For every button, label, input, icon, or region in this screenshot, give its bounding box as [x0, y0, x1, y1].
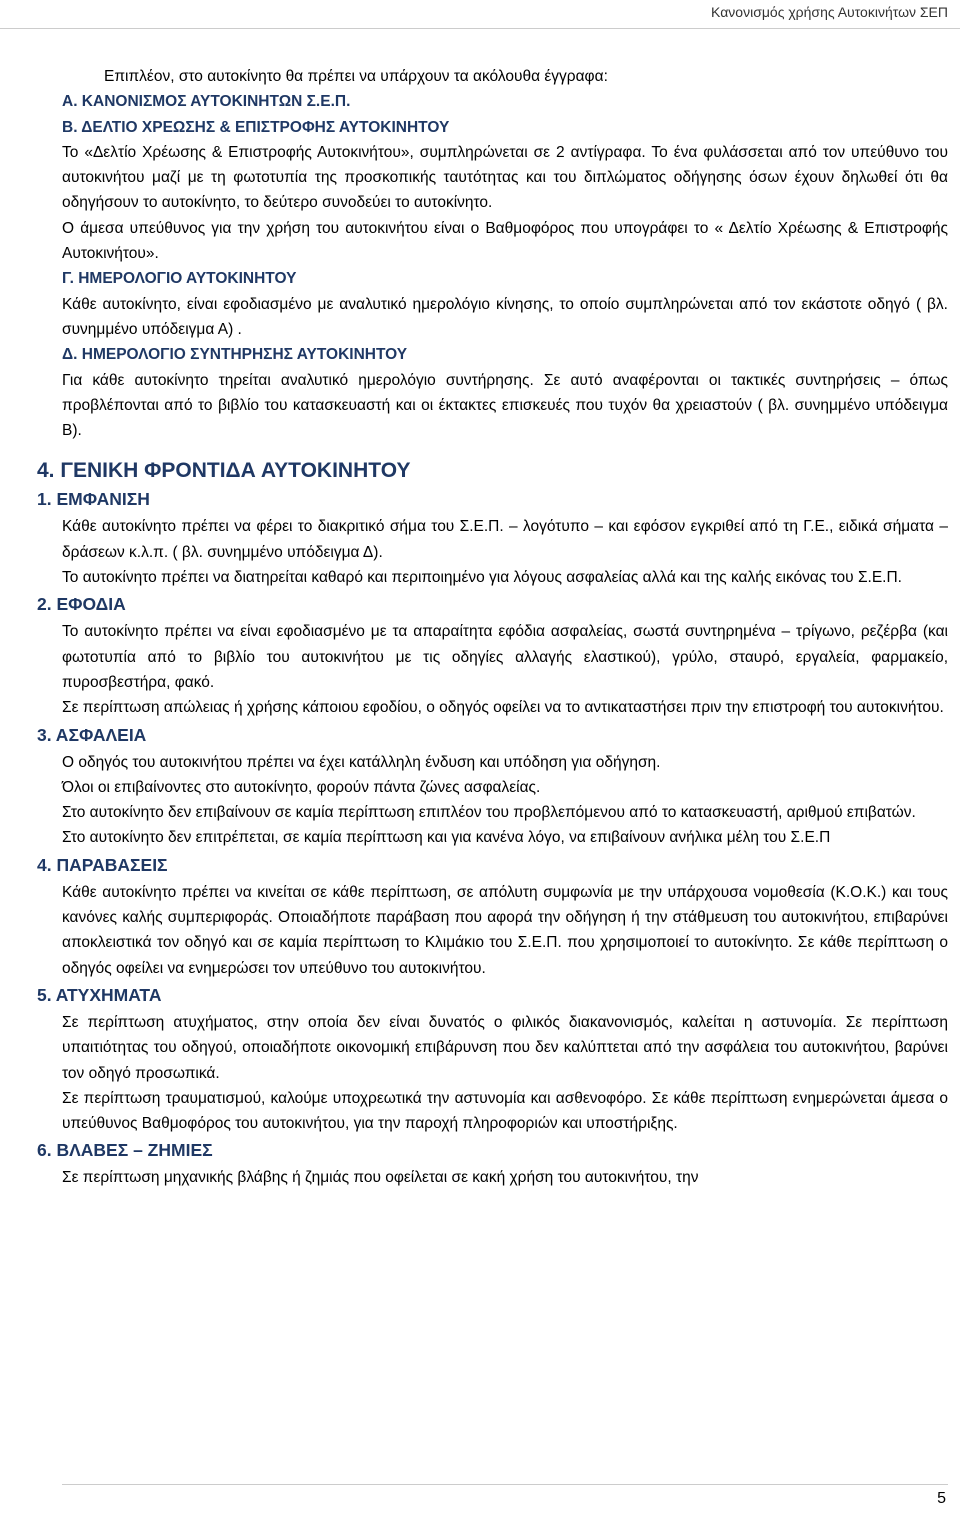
subsection-1-heading: 1. ΕΜΦΑΝΙΣΗ [37, 489, 150, 510]
subsection-1-paragraph-1: Κάθε αυτοκίνητο πρέπει να φέρει το διακριτικό σήμα του Σ.Ε.Π. – λογότυπο – και εφόσον εγκριθεί από τη Γ.Ε., ειδικά σήματα – δράσεων κ.λ.π. ( βλ. συνημμένο υπόδειγμα Δ). [62, 518, 948, 561]
subsection-3-paragraph-2: Όλοι οι επιβαίνοντες στο αυτοκίνητο, φορούν πάντα ζώνες ασφαλείας. [62, 778, 541, 796]
subsection-3-paragraph-1: Ο οδηγός του αυτοκινήτου πρέπει να έχει κατάλληλη ένδυση και υπόδηση για οδήγηση. [62, 753, 661, 771]
heading-b-charge-return-slip: Β. ΔΕΛΤΙΟ ΧΡΕΩΣΗΣ & ΕΠΙΣΤΡΟΦΗΣ ΑΥΤΟΚΙΝΗΤΟΥ [62, 118, 450, 136]
subsection-1-paragraph-2: Το αυτοκίνητο πρέπει να διατηρείται καθαρό και περιποιημένο για λόγους ασφαλείας αλλά και της καλής εικόνας του Σ.Ε.Π. [62, 569, 902, 587]
page-number: 5 [937, 1490, 946, 1507]
paragraph-g-1: Κάθε αυτοκίνητο, είναι εφοδιασμένο με αναλυτικό ημερολόγιο κίνησης, το οποίο συμπληρώνεται από τον εκάστοτε οδηγό ( βλ. συνημμένο υπόδειγμα Α) . [62, 295, 948, 338]
heading-d-maintenance-log: Δ. ΗΜΕΡΟΛΟΓΙΟ ΣΥΝΤΗΡΗΣΗΣ ΑΥΤΟΚΙΝΗΤΟΥ [62, 346, 408, 364]
subsection-2-paragraph-1: Το αυτοκίνητο πρέπει να είναι εφοδιασμένο με τα απαραίτητα εφόδια ασφαλείας, σωστά συντηρημένα – τρίγωνο, ρεζέρβα (και φωτοτυπία από το βιβλίο του αυτοκινήτου με τις οδηγίες αλλαγής ελαστικού), γρύλο, σταυρό, εργαλεία, φαρμακείο, πυροσβεστήρα, φακό. [62, 623, 948, 691]
subsection-5-heading: 5. ΑΤΥΧΗΜΑΤΑ [37, 984, 162, 1005]
subsection-5-paragraph-2: Σε περίπτωση τραυματισμού, καλούμε υποχρεωτικά την αστυνομία και ασθενοφόρο. Σε κάθε περίπτωση ενημερώνεται άμεσα ο υπεύθυνος Βαθμοφόρος του αυτοκινήτου, για την παροχή πληροφοριών και υποστήριξης. [62, 1089, 948, 1133]
subsection-3-paragraph-4: Στο αυτοκίνητο δεν επιτρέπεται, σε καμία περίπτωση και για κανένα λόγο, να επιβαίνουν ανήλικα μέλη του Σ.Ε.Π [62, 829, 831, 847]
paragraph-b-1: Το «Δελτίο Χρέωσης & Επιστροφής Αυτοκινήτου», συμπληρώνεται σε 2 αντίγραφα. Το ένα φυλάσσεται από τον υπεύθυνο του αυτοκινήτου μαζί με τη φωτοτυπία της προσκοπικής ταυτότητας και του διπλώματος οδήγησης όσων έχουν δηλωθεί ότι θα οδηγήσουν το αυτοκίνητο, το δεύτερο συνοδεύει το αυτοκίνητο. [62, 143, 948, 212]
subsection-6-paragraph-1: Σε περίπτωση μηχανικής βλάβης ή ζημιάς που οφείλεται σε κακή χρήση του αυτοκινήτου, την [62, 1169, 699, 1187]
subsection-4-heading: 4. ΠΑΡΑΒΑΣΕΙΣ [37, 854, 168, 875]
document-header-title: Κανονισμός χρήσης Αυτοκινήτων ΣΕΠ [711, 4, 948, 20]
subsection-3-heading: 3. ΑΣΦΑΛΕΙΑ [37, 724, 147, 745]
intro-paragraph: Επιπλέον, στο αυτοκίνητο θα πρέπει να υπάρχουν τα ακόλουθα έγγραφα: [104, 68, 608, 85]
subsection-2-paragraph-2: Σε περίπτωση απώλειας ή χρήσης κάποιου εφοδίου, ο οδηγός οφείλει να το αντικαταστήσει πριν την επιστροφή του αυτοκινήτου. [62, 699, 944, 717]
paragraph-b-2: Ο άμεσα υπεύθυνος για την χρήση του αυτοκινήτου είναι ο Βαθμοφόρος που υπογράφει το « Δελτίο Χρέωσης & Επιστροφής Αυτοκινήτου». [62, 219, 948, 263]
heading-a-regulation: Α. ΚΑΝΟΝΙΣΜΟΣ ΑΥΤΟΚΙΝΗΤΩΝ Σ.Ε.Π. [62, 93, 351, 111]
subsection-2-heading: 2. ΕΦΟΔΙΑ [37, 594, 126, 615]
heading-g-vehicle-log: Γ. ΗΜΕΡΟΛΟΓΙΟ ΑΥΤΟΚΙΝΗΤΟΥ [62, 270, 297, 288]
subsection-4-paragraph-1: Κάθε αυτοκίνητο πρέπει να κινείται σε κάθε περίπτωση, σε απόλυτη συμφωνία με την υπάρχουσα νομοθεσία (Κ.Ο.Κ.) και τους κανόνες καλής συμπεριφοράς. Οποιαδήποτε παράβαση που αφορά την οδήγηση ή την στάθμευση του αυτοκινήτου, επιβαρύνει αποκλειστικά τον οδηγό και σε καμία περίπτωση το Κλιμάκιο του Σ.Ε.Π. που χρησιμοποιεί το αυτοκίνητο. Σε κάθε περίπτωση ο οδηγός οφείλει να ενημερώσει τον υπεύθυνο του αυτοκινήτου. [62, 883, 948, 977]
subsection-6-heading: 6. ΒΛΑΒΕΣ – ΖΗΜΙΕΣ [37, 1140, 213, 1161]
header-divider [0, 28, 960, 29]
subsection-3-paragraph-3: Στο αυτοκίνητο δεν επιβαίνουν σε καμία περίπτωση επιπλέον του προβλεπόμενου από το κατασκευαστή, αριθμού επιβατών. [62, 804, 916, 822]
document-body [37, 64, 948, 1191]
subsection-5-paragraph-1: Σε περίπτωση ατυχήματος, στην οποία δεν είναι δυνατός ο φιλικός διακανονισμός, καλείται η αστυνομία. Σε περίπτωση υπαιτιότητας του οδηγού, οποιαδήποτε οικονομική επιβάρυνση που δεν καλύπτεται από την ασφάλεια του αυτοκινήτου, βαρύνει τον οδηγό προσωπικά. [62, 1013, 948, 1082]
section-4-heading: 4. ΓΕΝΙΚΗ ΦΡΟΝΤΙΔΑ ΑΥΤΟΚΙΝΗΤΟΥ [37, 459, 411, 483]
paragraph-d-1: Για κάθε αυτοκίνητο τηρείται αναλυτικό ημερολόγιο συντήρησης. Σε αυτό αναφέρονται οι τακτικές συντηρήσεις – όπως προβλέπονται από το βιβλίο του κατασκευαστή και οι έκτακτες επισκευές που τυχόν θα χρειαστούν ( βλ. συνημμένο υπόδειγμα Β). [62, 371, 948, 440]
footer-divider [62, 1484, 948, 1485]
